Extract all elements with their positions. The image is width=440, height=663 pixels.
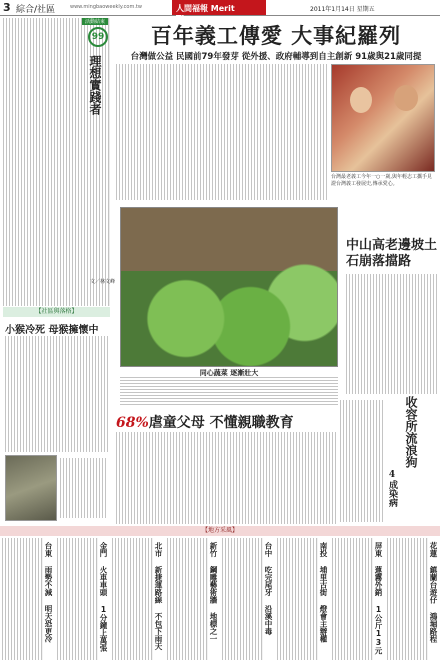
local-news-column	[112, 538, 153, 660]
local-news-headline: 花蓮 鎮蘭台遊仔 鴻堀路程	[429, 542, 438, 643]
local-news-header-label: 【地方采風】	[201, 527, 238, 534]
monkey-photo-caption	[60, 458, 108, 518]
second-headline-text: 虐童父母 不懂親職教育	[148, 415, 294, 431]
local-news-column	[277, 538, 318, 660]
masthead-label: 人間福報 Merit Times	[176, 4, 235, 23]
local-news-column	[57, 538, 98, 660]
lead-photo-caption: 台灣最老義工今年一○一歲,與年輕志工攜手見證台灣義工發展史,傳承愛心。	[331, 174, 432, 187]
local-news-headline: 金門 火車車頭 1分鐘上萬張	[99, 542, 108, 652]
lead-photo	[331, 64, 435, 172]
lead-subhead: 台灣做公益 民國前79年發芽 從外援、政府輔導到自主創新 91歲與21歲同提	[130, 52, 422, 62]
vegetable-photo-description	[120, 377, 338, 407]
second-headline	[116, 412, 336, 432]
dog-headline: 收容所流浪狗	[404, 396, 418, 468]
dog-body-text	[340, 400, 384, 522]
monkey-photo	[5, 455, 57, 521]
local-news-column	[387, 538, 428, 660]
left-column-tag: 活動結束	[82, 18, 108, 25]
second-body-text	[116, 432, 338, 524]
vegetable-photo	[120, 207, 338, 367]
local-news-headline: 北市 新捷運路線 不包下雨天	[154, 542, 163, 650]
right-body-text	[346, 274, 438, 394]
local-news-column	[222, 538, 263, 660]
local-news-column	[2, 538, 43, 660]
local-news-headline: 新竹 鋼雕藝術牆 地標之一	[209, 542, 218, 643]
lead-headline: 百年義工傳愛 大事紀羅列	[150, 23, 402, 48]
masthead	[172, 0, 266, 23]
local-news-headline: 台中 吃完尾牙 沿溪中毒	[264, 542, 273, 635]
section-label: 綜合/社區	[16, 5, 56, 15]
page-number: 3	[3, 1, 11, 14]
local-news-headline: 南投 埔里古街 燈會主辦權	[319, 542, 328, 643]
second-headline-percent: 68%	[116, 415, 149, 431]
right-headline: 中山高老邊坡土石崩落擋路	[346, 238, 438, 269]
monkey-body-text	[5, 336, 109, 452]
community-section-header: 【社區與落格】	[3, 307, 110, 317]
column-badge: 99	[88, 27, 108, 47]
lead-body-text	[116, 64, 328, 200]
local-news-headline: 屏東 蓮霧外銷 1公斤13元	[374, 542, 383, 655]
local-news-column	[167, 538, 208, 660]
monkey-headline: 小猴冷死 母猴擁懷中	[5, 325, 99, 336]
issue-date: 2011年1月14日 星期五	[310, 6, 375, 13]
site-url: www.mingbaoweekly.com.tw	[70, 4, 142, 10]
local-news-header	[0, 526, 440, 536]
dog-subhead: 4成染病	[387, 470, 397, 507]
vegetable-photo-caption: 同心蔬菜 逐漸壯大	[199, 369, 259, 377]
local-news-column	[332, 538, 373, 660]
local-news-headline: 台東 雨勢不減 明天恐更冷	[44, 542, 53, 643]
left-column-title: 理想實踐者	[88, 55, 102, 115]
left-column-author: 文／林文峰	[90, 279, 116, 285]
